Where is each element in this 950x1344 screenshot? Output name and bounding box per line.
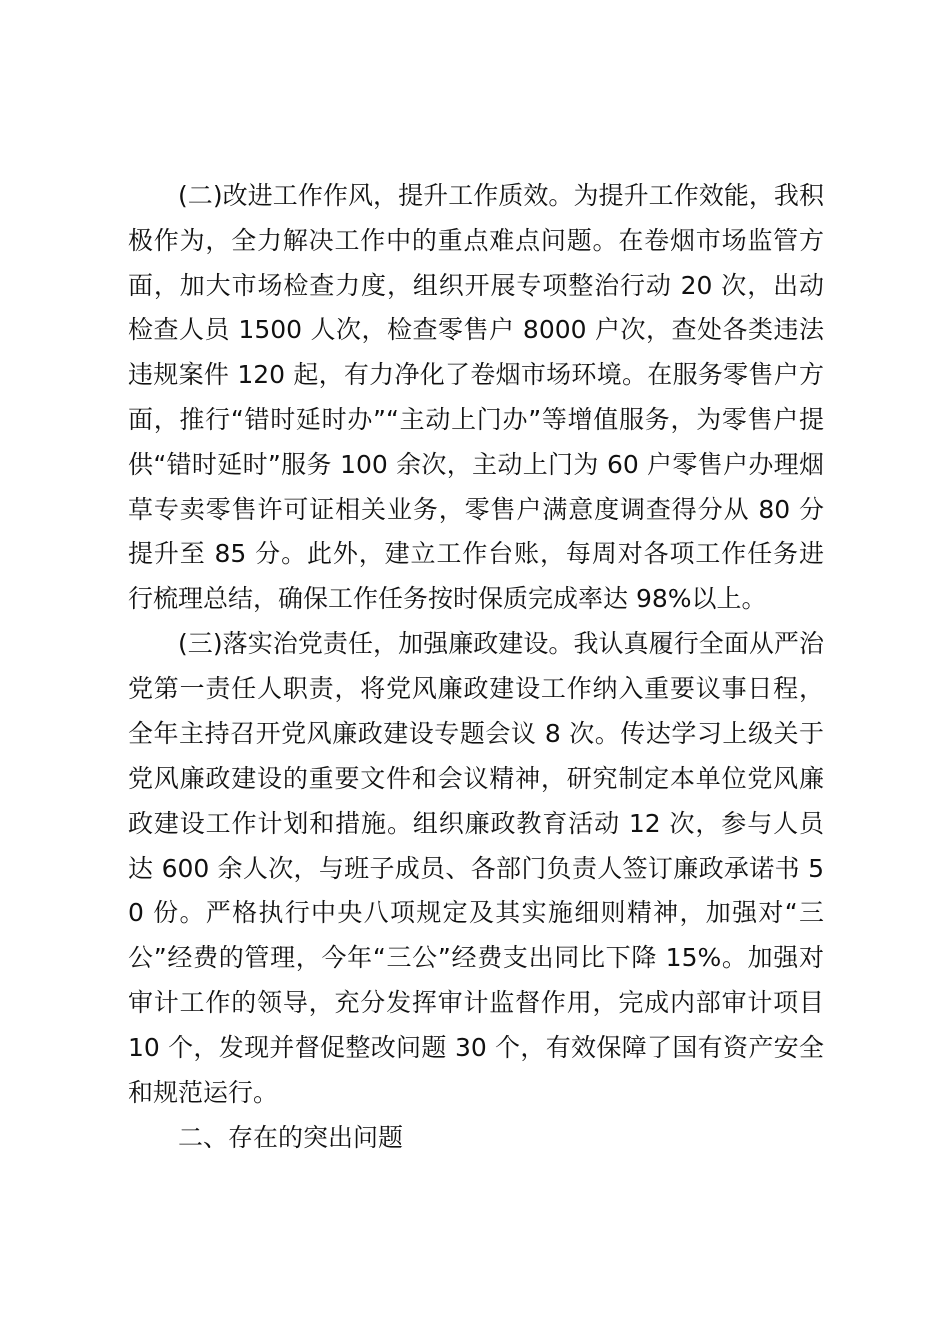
document-body bbox=[128, 174, 824, 1161]
paragraph-party-responsibility: (三)落实治党责任，加强廉政建设。我认真履行全面从严治党第一责任人职责，将党风廉政建设工作纳入重要议事日程，全年主持召开党风廉政建设专题会议 8 次。传达学习上级关于党风廉政建设的重要文件和会议精神，研究制定本单位党风廉政建设工作计划和措施。组织廉政教育活动 12 次，参与人员达 600 余人次，与班子成员、各部门负责人签订廉政承诺书 50 份。严格执行中央八项规定及其实施细则精神，加强对“三公”经费的管理，今年“三公”经费支出同比下降 15%。加强对审计工作的领导，充分发挥审计监督作用，完成内部审计项目 10 个，发现并督促整改问题 30 个，有效保障了国有资产安全和规范运行。 bbox=[128, 628, 824, 1108]
section-heading-problems: 二、存在的突出问题 bbox=[178, 1122, 404, 1152]
paragraph-work-style: (二)改进工作作风，提升工作质效。为提升工作效能，我积极作为，全力解决工作中的重点难点问题。在卷烟市场监管方面，加大市场检查力度，组织开展专项整治行动 20 次，出动检查人员 1500 人次，检查零售户 8000 户次，查处各类违法违规案件 120 起，有力净化了卷烟市场环境。在服务零售户方面，推行“错时延时办”“主动上门办”等增值服务，为零售户提供“错时延时”服务 100 余次，主动上门为 60 户零售户办理烟草专卖零售许可证相关业务，零售户满意度调查得分从 80 分提升至 85 分。此外，建立工作台账，每周对各项工作任务进行梳理总结，确保工作任务按时保质完成率达 98%以上。 bbox=[128, 181, 824, 614]
